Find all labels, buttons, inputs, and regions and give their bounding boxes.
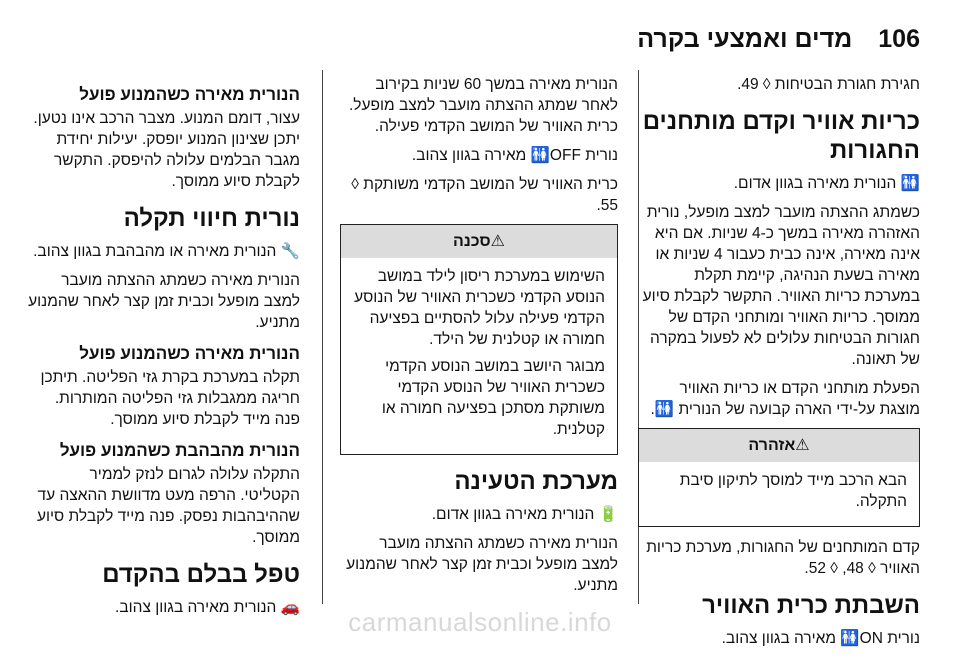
airbag-light-color: 🚻 הנורית מאירה בגוון אדום. <box>733 175 920 192</box>
flashing-text: התקלה עלולה לגרום לנזק לממיר הקטליטי. הרפה מעט מדוושת ההאצה עד שההיבהבות נפסק. פנה מייד לקבלת סיוע ממוסך. <box>36 466 300 546</box>
airbag-text: כשמתג ההצתה מועבר למצב מופעל, נורית האזהרה מאירה במשך כ-4 שניות. אם היא אינה מאירה, אינה כבית כעבור 4 שניות או מאירה בשעת הנהיגה, קיימת תקלת במערכת כריות האוויר. התקשר לקבלת סיוע ממוסך. כריות האוויר ומותחני הקדם של חגורות הבטיחות עלולים לא לפעול במקרה של תאונה. <box>642 204 920 368</box>
watermark: carmanualsonline.info <box>348 607 612 637</box>
column-right <box>638 74 920 657</box>
intro-text: חגירת חגורת הבטיחות ◊ 49. <box>737 76 920 93</box>
airbag-off-text: כרית האוויר של המושב הקדמי משותקת ◊ 55. <box>351 176 618 214</box>
column-divider <box>322 70 323 604</box>
column-middle <box>340 74 618 604</box>
reference-text: קדם המותחנים של החגורות, מערכת כריות האוויר ◊ 48, ◊ 52. <box>646 539 920 577</box>
warning-text: הבא הרכב מייד למוסך לתיקון סיבת התקלה. <box>679 472 907 510</box>
charging-text: הנורית מאירה כשמתג ההצתה מועבר למצב מופעל וכבית זמן קצר לאחר שהמנוע מתניע. <box>346 535 618 594</box>
warning-title: ⚠אזהרה <box>639 429 919 462</box>
danger-title: ⚠סכנה <box>341 225 617 258</box>
airbag-deploy-text: הפעלת מותחני הקדם או כריות האוויר מוצגת על-ידי הארה קבועה של הנורית 🚻. <box>650 380 920 418</box>
section-heading-airbag: כריות אוויר וקדם מותחנים החגורות <box>642 108 920 164</box>
section-heading-charging: מערכת הטעינה <box>454 468 618 495</box>
deactivation-text: נורית ON🚻 מאירה בגוון צהוב. <box>721 630 920 647</box>
subheading-engine-running: הנורית מאירה כשהמנוע פועל <box>79 85 300 104</box>
chapter-title: מדים ואמצעי בקרה <box>637 25 853 53</box>
page-number: 106 <box>878 25 920 53</box>
danger-text: השימוש במערכת ריסון לילד במושב הנוסע הקדמי כשכרית האוויר של הנוסע הקדמי פעילה עלול להסתיים בפציעה חמורה או קטלנית של הילד. <box>354 268 605 348</box>
page-header <box>40 14 920 54</box>
section-heading-mil: נורית חיווי תקלה <box>123 205 300 232</box>
airbag-off-light: נורית OFF🚻 מאירה בגוון צהוב. <box>411 147 618 164</box>
airbag-on-text: הנורית מאירה במשך 60 שניות בקירוב לאחר שמתג ההצתה מועבר למצב מופעל. כרית האוויר של המושב הקדמי פעילה. <box>349 76 618 135</box>
mil-text: הנורית מאירה כשמתג ההצתה מועבר למצב מופעל וכבית זמן קצר לאחר שהמנוע מתניע. <box>28 272 300 331</box>
brake-light-color: 🚗 הנורית מאירה בגוון צהוב. <box>115 599 300 616</box>
warning-box <box>638 428 920 527</box>
section-heading-deactivation: השבתת כרית האוויר <box>702 592 920 619</box>
engine-running-text: עצור, דומם המנוע. מצבר הרכב אינו נטען. יתכן שצינון המנוע יופסק. יעילות יחידת מגבר הבלמים עלולה להיפסק. התקשר לקבלת סיוע ממוסך. <box>33 110 300 190</box>
subheading-engine-running: הנורית מאירה כשהמנוע פועל <box>79 344 300 363</box>
subheading-flashing: הנורית מהבהבת כשהמנוע פועל <box>59 441 300 460</box>
charging-light-color: 🔋 הנורית מאירה בגוון אדום. <box>431 506 618 523</box>
section-heading-brake: טפל בבלם בהקדם <box>102 561 300 588</box>
mil-running-text: תקלה במערכת בקרת גזי הפליטה. תיתכן חריגה ממגבלות גזי הפליטה המותרות. פנה מייד לקבלת סיוע ממוסך. <box>40 369 300 428</box>
danger-text: מבוגר היושב במושב הנוסע הקדמי כשכרית האוויר של הנוסע הקדמי משותקת מסתכן בפציעה חמורה או קטלנית. <box>381 358 605 438</box>
column-left <box>26 74 300 626</box>
mil-light-color: 🔧 הנורית מאירה או מהבהבת בגוון צהוב. <box>33 243 300 260</box>
danger-box <box>340 224 618 455</box>
